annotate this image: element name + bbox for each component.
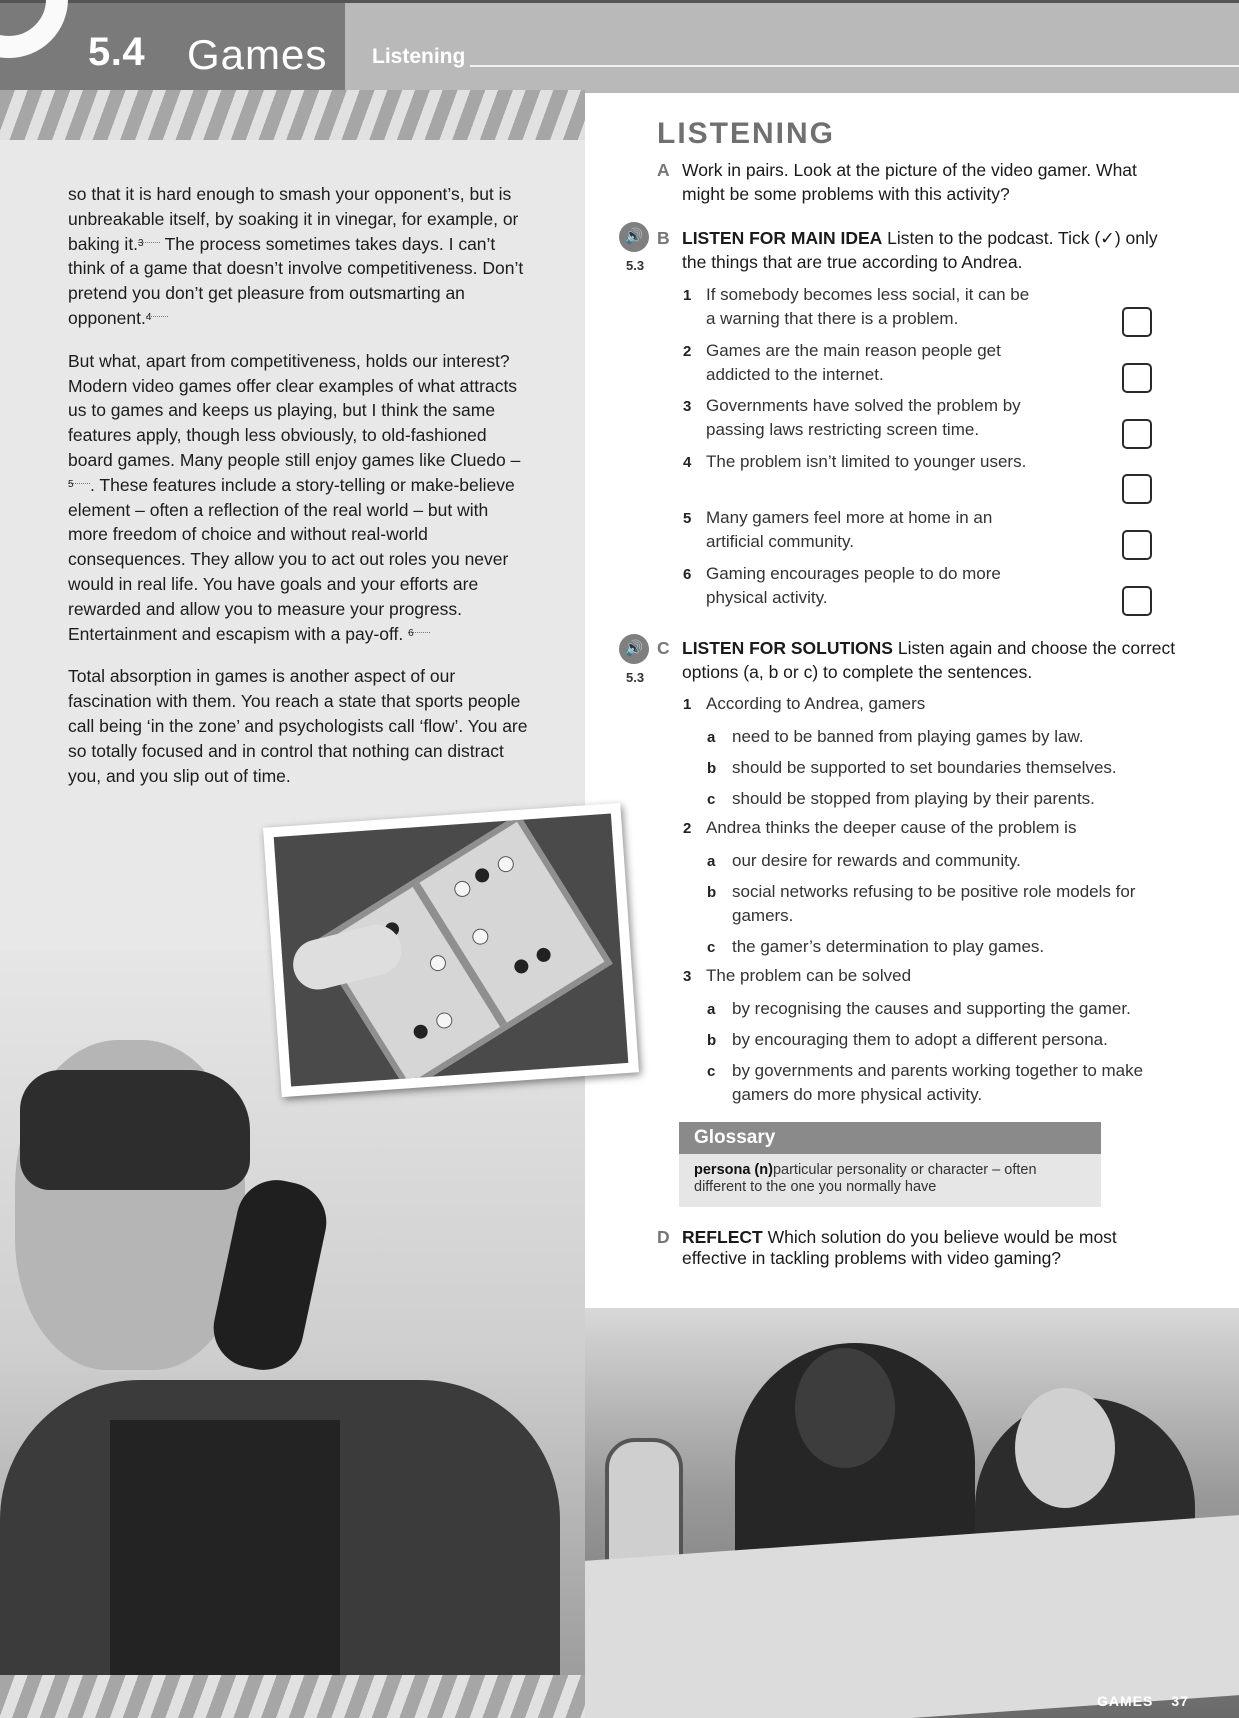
article-paragraph-2: But what, apart from competitiveness, holds our interest? Modern video games offer clear examples of what attracts us to games and keeps us playing, but I think the same features apply, though less obviously, to old-fashioned board games. Many people still enjoy games like Cluedo –$^5$ . These features include a story-telling or make-believe element – often a reflection of the real world – but with more freedom of choice and without real-world consequences. They allow you to act out roles you never would in real life. You have goals and your efforts are rewarded and allow you to measure your progress. Entertainment and escapism with a pay-off. $^6$ xyxy=(68,350,521,644)
task-letter: A xyxy=(657,160,670,180)
audio-icon[interactable]: 🔊 xyxy=(619,222,649,252)
tick-checkbox-4[interactable] xyxy=(1122,474,1152,504)
list-item: 2 Games are the main reason people get addicted to the internet. xyxy=(683,341,1001,384)
task-letter: D xyxy=(657,1227,670,1247)
skill-label: Listening xyxy=(372,45,466,68)
glossary-box xyxy=(679,1122,1101,1207)
tick-checkbox-1[interactable] xyxy=(1122,307,1152,337)
list-item: 6 Gaming encourages people to do more physical activity. xyxy=(683,564,1001,607)
unit-number: 5.4 xyxy=(88,30,146,74)
task-c xyxy=(657,636,1177,684)
question-stem: 3 The problem can be solved xyxy=(683,966,912,985)
task-d xyxy=(657,1227,1177,1269)
audio-icon[interactable]: 🔊 xyxy=(619,634,649,664)
arcade-photo xyxy=(585,1308,1239,1718)
option[interactable]: b should be supported to set boundaries themselves. xyxy=(707,758,1117,777)
task-d-heading: REFLECT xyxy=(682,1227,763,1247)
tick-checkbox-2[interactable] xyxy=(1122,363,1152,393)
task-c-heading: LISTEN FOR SOLUTIONS xyxy=(682,638,893,658)
option[interactable]: a need to be banned from playing games by law. xyxy=(707,727,1084,746)
task-b-text: Listen to the podcast. Tick (✓) only the things that are true according to Andrea. xyxy=(682,228,1158,272)
footer-label: GAMES xyxy=(1097,1693,1154,1709)
gap-6[interactable]: 6 xyxy=(408,622,430,633)
option[interactable]: c should be stopped from playing by their parents. xyxy=(707,789,1095,808)
gap-4[interactable]: 4 xyxy=(146,306,168,317)
task-c-text: Listen again and choose the correct options (a, b or c) to complete the sentences. xyxy=(682,638,1176,682)
track-number: 5.3 xyxy=(626,670,645,685)
question-stem: 2 Andrea thinks the deeper cause of the problem is xyxy=(683,818,1077,837)
glossary-entry xyxy=(679,1154,1101,1204)
task-b xyxy=(657,226,1177,274)
option[interactable]: b social networks refusing to be positive role models for gamers. xyxy=(707,882,1136,925)
glossary-heading: Glossary xyxy=(679,1122,1101,1154)
unit-title: Games xyxy=(187,31,328,78)
page-footer xyxy=(1097,1693,1189,1709)
option[interactable]: a our desire for rewards and community. xyxy=(707,851,1021,870)
list-item: 3 Governments have solved the problem by passing laws restricting screen time. xyxy=(683,396,1021,439)
option[interactable]: b by encouraging them to adopt a different persona. xyxy=(707,1030,1108,1049)
glossary-term: persona (n) xyxy=(694,1162,773,1178)
gap-3[interactable]: 3 xyxy=(138,232,160,243)
list-item: 4 The problem isn’t limited to younger users. xyxy=(683,452,1027,471)
decorative-stripes-bottom xyxy=(0,1675,585,1718)
task-d-text: Which solution do you believe would be most effective in tackling problems with video gaming? xyxy=(682,1227,1117,1268)
tick-checkbox-3[interactable] xyxy=(1122,419,1152,449)
article-paragraph-3: Total absorption in games is another aspect of our fascination with them. You reach a state that sports people call being ‘in the zone’ and psychologists call ‘flow’. You are so totally focused and in control that nothing can distract you, and you slip out of time. xyxy=(68,666,528,786)
list-item: 1 If somebody becomes less social, it can be a warning that there is a problem. xyxy=(683,285,1030,328)
backgammon-photo xyxy=(263,803,639,1097)
question-stem: 1 According to Andrea, gamers xyxy=(683,694,926,713)
track-number: 5.3 xyxy=(626,258,645,273)
option[interactable]: c by governments and parents working together to make gamers do more physical activity. xyxy=(707,1061,1144,1104)
vr-headset xyxy=(20,1070,250,1190)
gap-5[interactable]: 5 xyxy=(68,473,90,484)
glossary-definition: particular personality or character – often different to the one you normally have xyxy=(694,1162,1037,1195)
option[interactable]: c the gamer’s determination to play games. xyxy=(707,937,1045,956)
task-b-heading: LISTEN FOR MAIN IDEA xyxy=(682,228,883,248)
page-number: 37 xyxy=(1171,1693,1189,1709)
task-letter: C xyxy=(657,638,670,658)
tick-checkbox-6[interactable] xyxy=(1122,586,1152,616)
header-rule xyxy=(470,65,1239,67)
article-text xyxy=(68,182,530,806)
task-a xyxy=(657,158,1177,206)
decorative-stripes-top xyxy=(0,90,585,140)
tick-checkbox-5[interactable] xyxy=(1122,530,1152,560)
task-letter: B xyxy=(657,228,670,248)
task-a-text: Work in pairs. Look at the picture of the video gamer. What might be some problems with this activity? xyxy=(682,160,1137,204)
option[interactable]: a by recognising the causes and supporting the gamer. xyxy=(707,999,1131,1018)
article-paragraph-1: so that it is hard enough to smash your opponent’s, but is unbreakable itself, by soaking it in vinegar, for example, or baking it.$^3$ The process sometimes takes days. I can’t think of a game that doesn’t involve competitiveness. Don’t pretend you don’t get pleasure from outsmarting an opponent.$^4$ xyxy=(68,184,524,328)
section-title: LISTENING xyxy=(657,117,836,150)
list-item: 5 Many gamers feel more at home in an artificial community. xyxy=(683,508,993,551)
